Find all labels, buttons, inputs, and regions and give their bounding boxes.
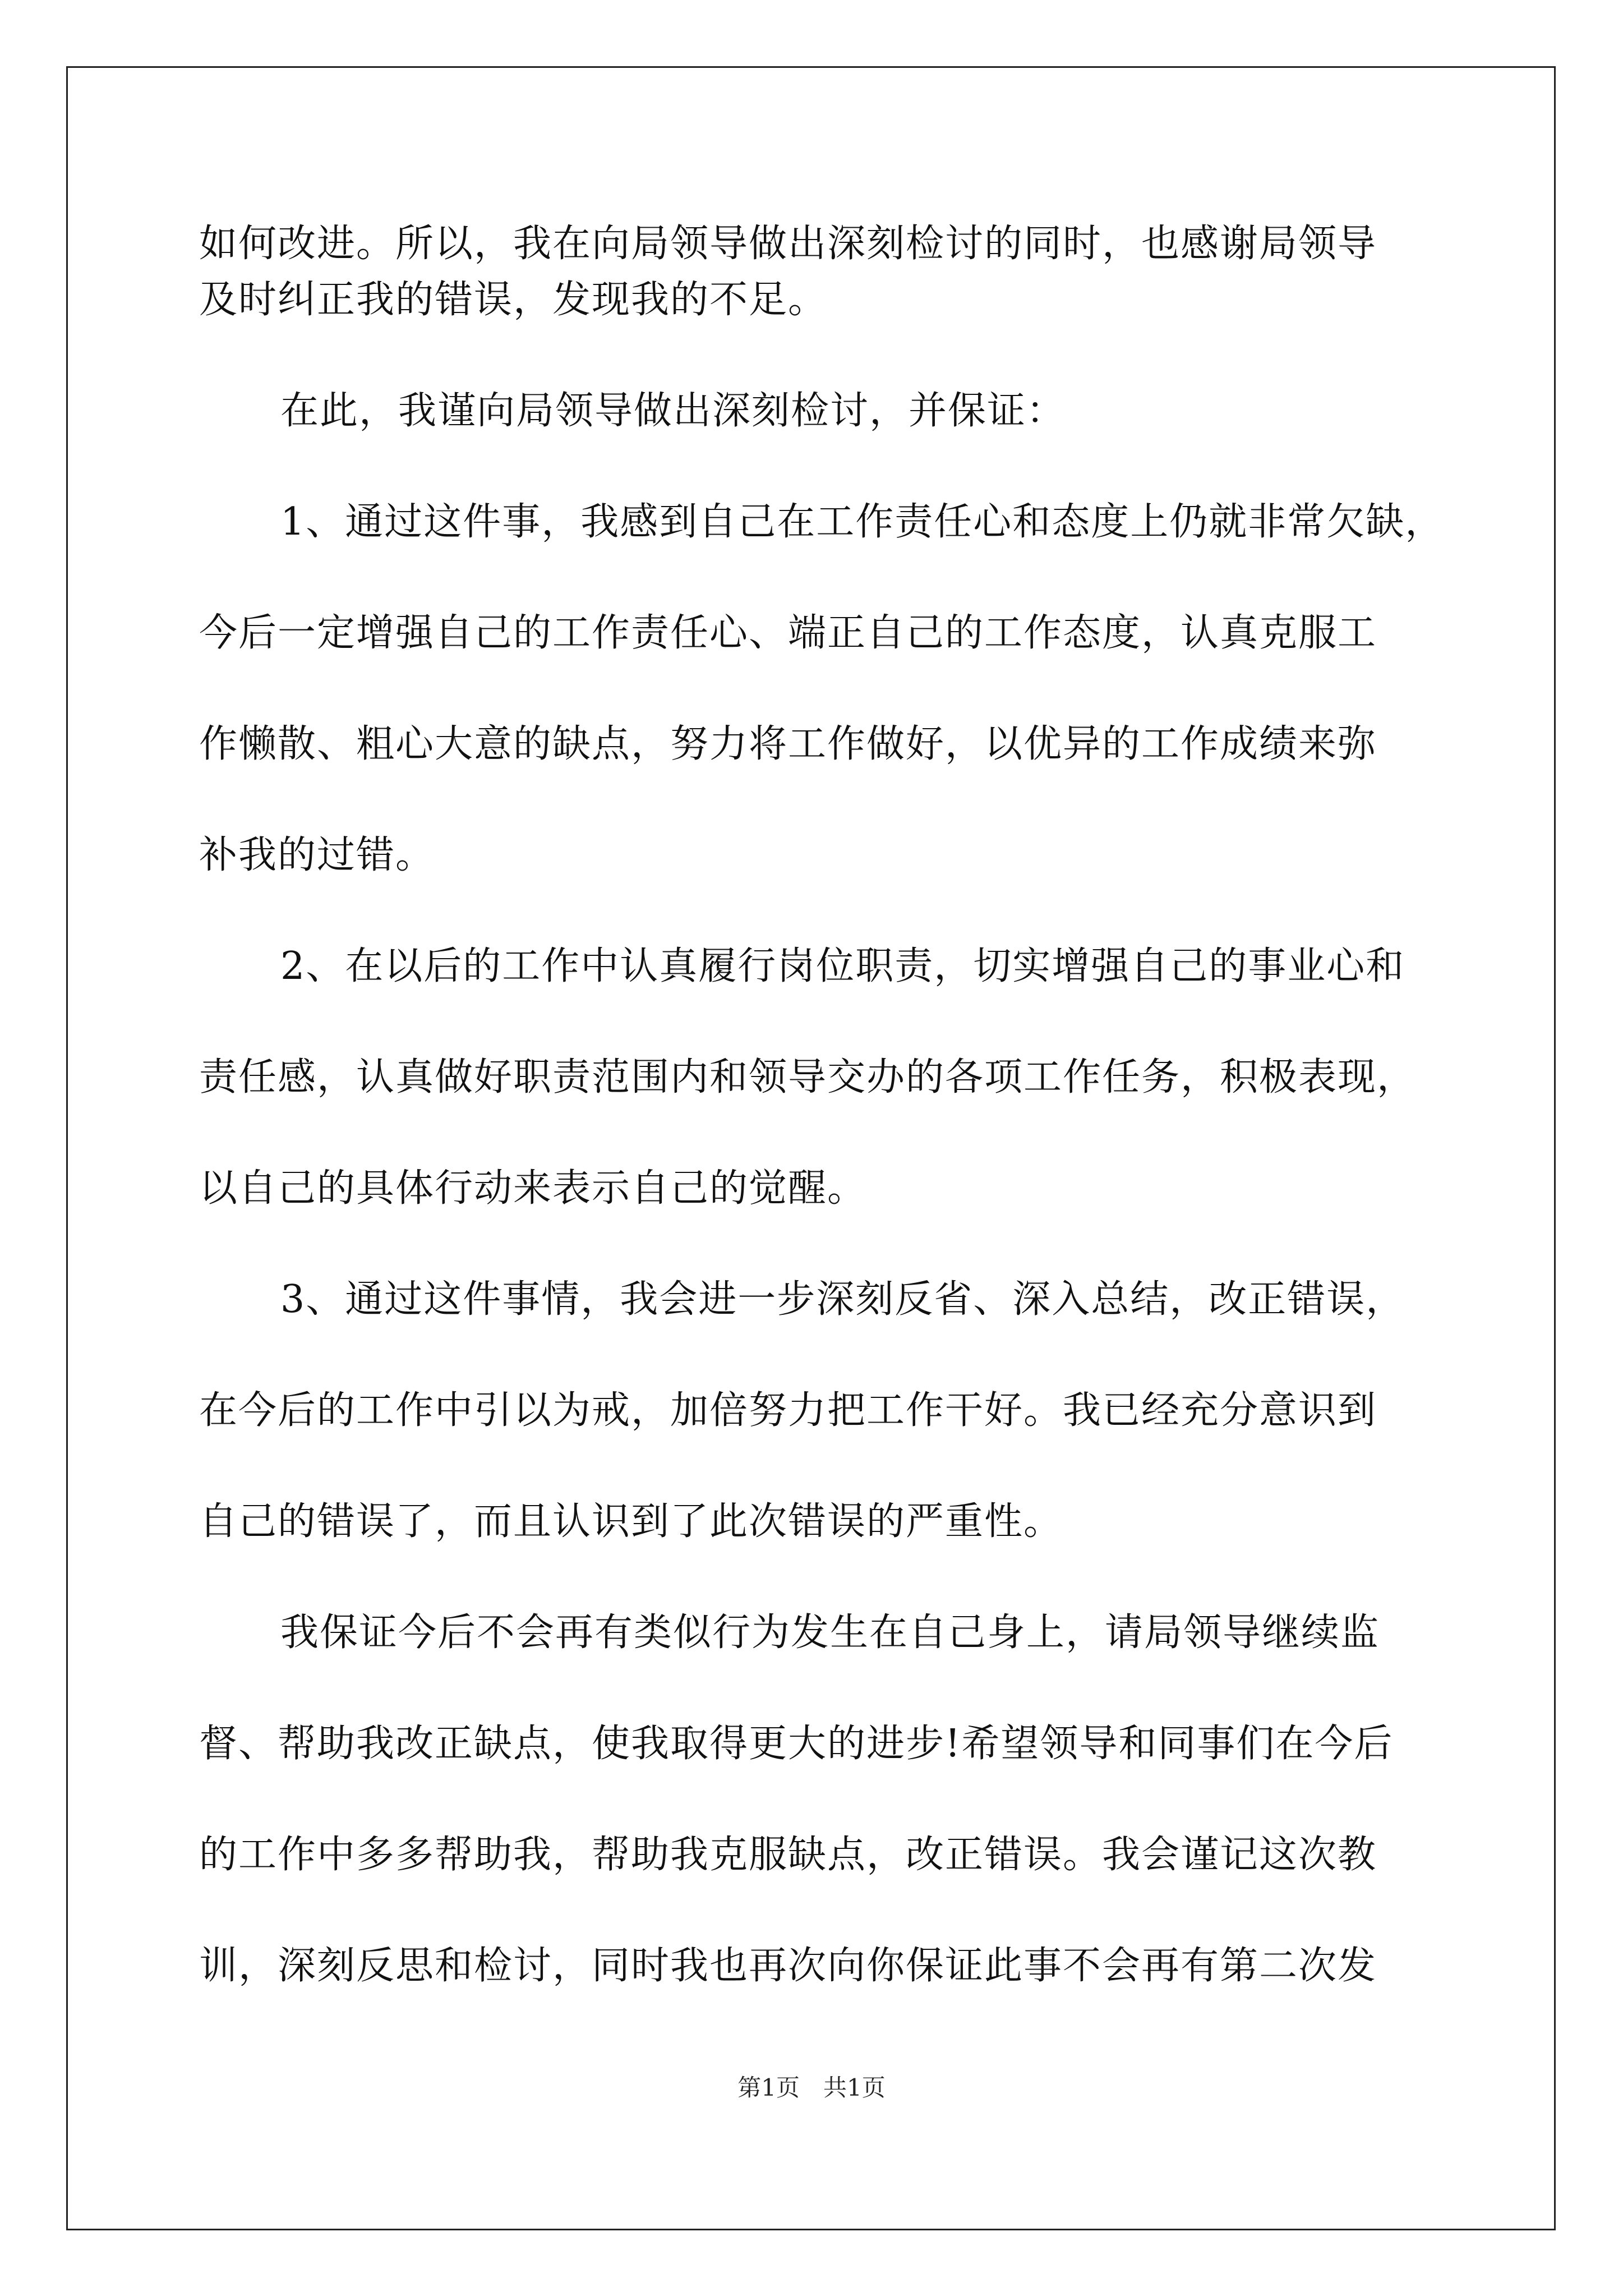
- text-line: 补我的过错。: [199, 833, 435, 877]
- text-line: 如何改进。所以，我在向局领导做出深刻检讨的同时，也感谢局领导: [199, 222, 1377, 266]
- paragraph: [199, 1272, 1433, 1550]
- paragraph: [199, 1605, 1433, 1994]
- document-body: [199, 216, 1445, 1994]
- text-line: 以自己的具体行动来表示自己的觉醒。: [199, 1166, 867, 1211]
- text-line: 责任感，认真做好职责范围内和领导交办的各项工作任务，积极表现，: [199, 1055, 1417, 1099]
- text-line: 及时纠正我的错误，发现我的不足。: [199, 278, 828, 322]
- text-line: 我保证今后不会再有类似行为发生在自己身上，请局领导继续监: [280, 1611, 1380, 1655]
- text-line: 在今后的工作中引以为戒，加倍努力把工作干好。我已经充分意识到: [199, 1388, 1377, 1433]
- text-line: 今后一定增强自己的工作责任心、端正自己的工作态度，认真克服工: [199, 611, 1377, 655]
- paragraph: [199, 216, 1433, 328]
- text-line: 的工作中多多帮助我，帮助我克服缺点，改正错误。我会谨记这次教: [199, 1833, 1377, 1877]
- paragraph: [199, 938, 1433, 1217]
- paragraph: [199, 494, 1445, 884]
- text-line: 1、通过这件事，我感到自己在工作责任心和态度上仍就非常欠缺，: [280, 500, 1445, 544]
- paragraph: [199, 383, 1433, 439]
- text-line: 训，深刻反思和检讨，同时我也再次向你保证此事不会再有第二次发: [199, 1944, 1377, 1988]
- text-line: 作懒散、粗心大意的缺点，努力将工作做好，以优异的工作成绩来弥: [199, 722, 1377, 766]
- text-line: 3、通过这件事情，我会进一步深刻反省、深入总结，改正错误，: [280, 1277, 1405, 1322]
- text-line: 自己的错误了，而且认识到了此次错误的严重性。: [199, 1499, 1063, 1544]
- text-line: 督、帮助我改正缺点，使我取得更大的进步!希望领导和同事们在今后: [199, 1722, 1394, 1766]
- text-line: 在此，我谨向局领导做出深刻检讨，并保证：: [280, 389, 1066, 433]
- text-line: 2、在以后的工作中认真履行岗位职责，切实增强自己的事业心和: [280, 944, 1405, 988]
- page-footer: 第1页 共1页: [737, 2074, 886, 2101]
